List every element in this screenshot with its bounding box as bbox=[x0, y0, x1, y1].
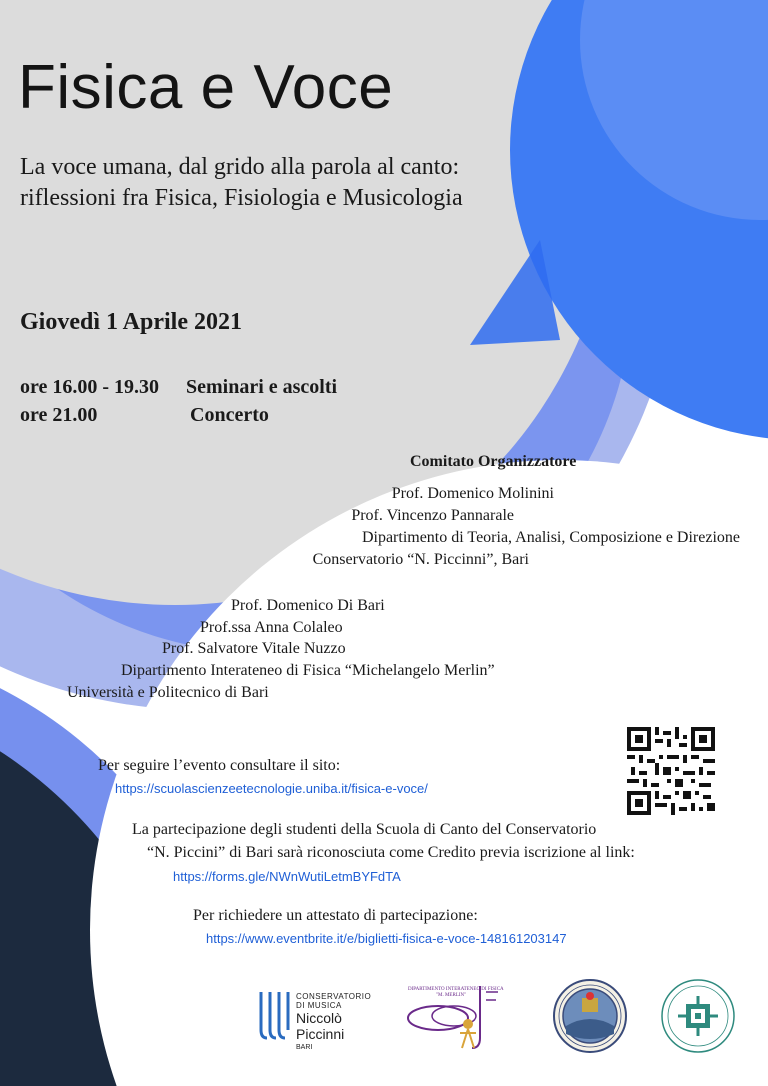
event-site-text: Per seguire l’evento consultare il sito: bbox=[98, 757, 341, 774]
logo-dipartimento-fisica[interactable] bbox=[400, 978, 504, 1054]
credit-text-line-1: La partecipazione degli studenti della Scuola di Canto del Conservatorio bbox=[132, 821, 597, 838]
event-date: Giovedì 1 Aprile 2021 bbox=[20, 309, 242, 335]
svg-text:"M. MERLIN": "M. MERLIN" bbox=[436, 993, 467, 998]
certificate-text: Per richiedere un attestato di partecipazione: bbox=[193, 907, 478, 924]
committee-heading: Comitato Organizzatore bbox=[410, 453, 577, 470]
credit-form-link[interactable]: https://forms.gle/NWnWutiLetmBYFdTA bbox=[173, 869, 401, 884]
event-site-link[interactable]: https://scuolascienzeetecnologie.uniba.it/fisica-e-voce/ bbox=[115, 781, 428, 796]
logo-universita-bari-seal[interactable] bbox=[552, 978, 628, 1054]
conservatorio-mark-icon bbox=[258, 990, 292, 1046]
schedule-label-2: Concerto bbox=[190, 404, 269, 426]
committee-conservatorio: Conservatorio “N. Piccinni”, Bari bbox=[312, 551, 529, 568]
svg-text:DIPARTIMENTO INTERATENEO DI FI: DIPARTIMENTO INTERATENEO DI FISICA bbox=[408, 987, 504, 992]
logo-line-3: Niccolò bbox=[296, 1010, 342, 1026]
subtitle-line-1: La voce umana, dal grido alla parola al canto: bbox=[20, 154, 460, 180]
committee-member-nuzzo: Prof. Salvatore Vitale Nuzzo bbox=[162, 640, 346, 657]
schedule-time-2: ore 21.00 bbox=[20, 404, 98, 426]
committee-university: Università e Politecnico di Bari bbox=[67, 684, 269, 701]
schedule-time-1: ore 16.00 - 19.30 bbox=[20, 376, 160, 398]
committee-member-molinini: Prof. Domenico Molinini bbox=[391, 485, 554, 502]
logo-line-5: BARI bbox=[296, 1044, 313, 1051]
committee-member-pannarale: Prof. Vincenzo Pannarale bbox=[351, 507, 514, 524]
committee-department-fisica: Dipartimento Interateneo di Fisica “Michelangelo Merlin” bbox=[121, 662, 495, 679]
logo-line-1: CONSERVATORIO bbox=[296, 992, 372, 1001]
committee-department-conservatorio: Dipartimento di Teoria, Analisi, Composizione e Direzione bbox=[361, 529, 740, 546]
subtitle-line-2: riflessioni fra Fisica, Fisiologia e Musicologia bbox=[20, 185, 463, 211]
logo-line-2: DI MUSICA bbox=[296, 1001, 342, 1010]
qr-code[interactable] bbox=[627, 727, 715, 815]
committee-member-dibari: Prof. Domenico Di Bari bbox=[231, 597, 385, 614]
poster-title: Fisica e Voce bbox=[18, 53, 394, 122]
logo-line-4: Piccinni bbox=[296, 1026, 345, 1042]
credit-text-line-2: “N. Piccini” di Bari sarà riconosciuta come Credito previa iscrizione al link: bbox=[147, 844, 635, 861]
committee-member-colaleo: Prof.ssa Anna Colaleo bbox=[200, 619, 343, 636]
logo-politecnico-bari[interactable] bbox=[660, 978, 736, 1054]
logo-conservatorio-piccinni[interactable] bbox=[258, 990, 378, 1056]
certificate-link[interactable]: https://www.eventbrite.it/e/biglietti-fisica-e-voce-148161203147 bbox=[206, 931, 567, 946]
poster-subtitle bbox=[20, 152, 463, 214]
schedule-label-1: Seminari e ascolti bbox=[186, 376, 338, 398]
